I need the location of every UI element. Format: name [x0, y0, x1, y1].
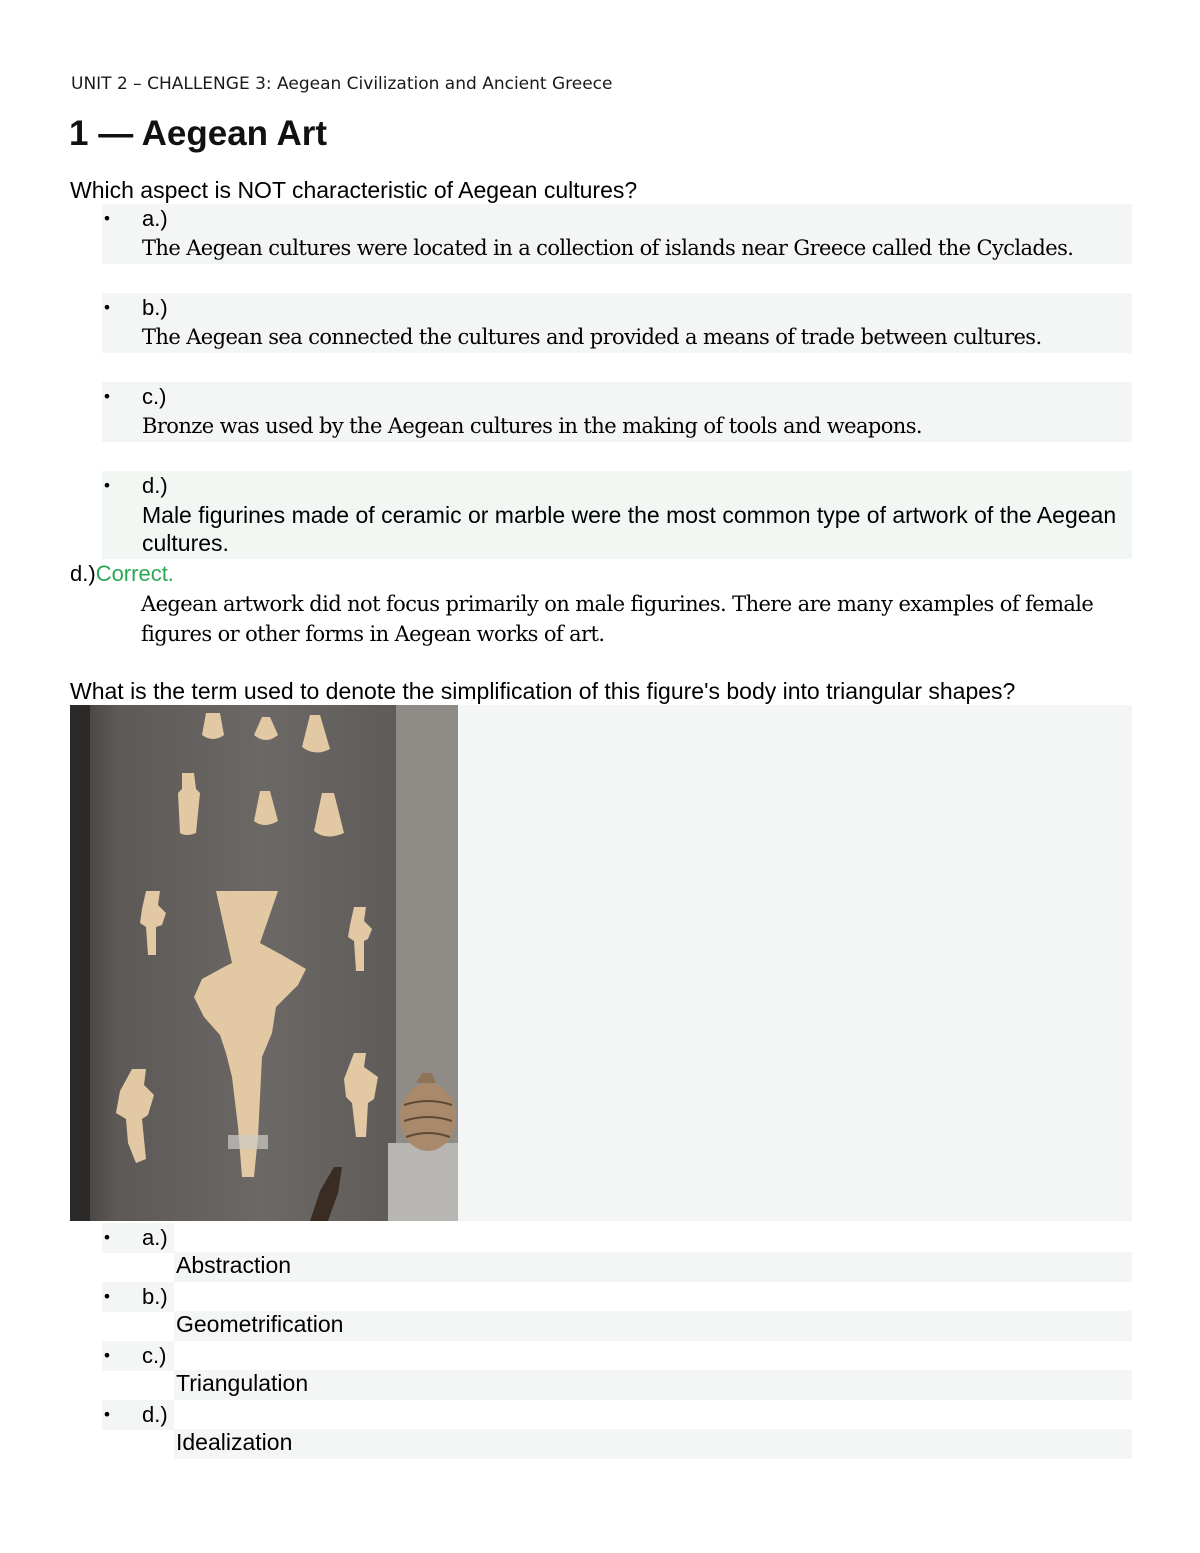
option-text: The Aegean cultures were located in a collection of islands near Greece called the Cyclades. — [142, 236, 1074, 260]
option-letter: b.) — [142, 295, 168, 320]
bullet-icon: • — [102, 209, 112, 228]
q2-option-d[interactable] — [102, 1400, 1132, 1459]
q2-option-b[interactable] — [102, 1282, 1132, 1341]
option-letter: d.) — [142, 473, 168, 498]
q1-option-a[interactable] — [102, 204, 1132, 264]
document-header: UNIT 2 – CHALLENGE 3: Aegean Civilization and Ancient Greece — [71, 74, 613, 94]
option-highlight — [174, 1252, 1132, 1282]
bullet-icon: • — [102, 1287, 112, 1306]
question-2: What is the term used to denote the simplification of this figure's body into triangular shapes? — [70, 678, 1016, 704]
q1-option-d[interactable] — [102, 471, 1132, 559]
cycladic-figurines-photo — [70, 705, 458, 1221]
feedback-status: Correct. — [95, 561, 174, 586]
option-letter: b.) — [142, 1284, 168, 1309]
question-1: Which aspect is NOT characteristic of Aegean cultures? — [70, 177, 638, 203]
bullet-icon: • — [102, 387, 112, 406]
feedback-letter: d.) — [70, 561, 96, 586]
option-highlight — [174, 1370, 1132, 1400]
q2-option-c[interactable] — [102, 1341, 1132, 1400]
feedback-label — [70, 561, 174, 587]
option-text: Male figurines made of ceramic or marble were the most common type of artwork of the Aegean cultures. — [142, 502, 1117, 556]
option-letter: a.) — [142, 206, 168, 231]
option-text: The Aegean sea connected the cultures and provided a means of trade between cultures. — [142, 325, 1042, 349]
option-letter: d.) — [142, 1402, 168, 1427]
option-text: Bronze was used by the Aegean cultures in the making of tools and weapons. — [142, 414, 922, 438]
bullet-icon: • — [102, 1228, 112, 1247]
bullet-icon: • — [102, 1405, 112, 1424]
option-text: Abstraction — [176, 1252, 292, 1278]
q1-option-c[interactable] — [102, 382, 1132, 442]
q1-option-b[interactable] — [102, 293, 1132, 353]
option-letter: a.) — [142, 1225, 168, 1250]
option-text: Geometrification — [176, 1311, 344, 1337]
section-title: 1 — Aegean Art — [69, 114, 328, 153]
option-highlight — [174, 1429, 1132, 1459]
option-text: Idealization — [176, 1429, 293, 1455]
q2-option-a[interactable] — [102, 1223, 1132, 1282]
option-letter: c.) — [142, 1343, 167, 1368]
bullet-icon: • — [102, 1346, 112, 1365]
question-image-area — [70, 705, 1132, 1221]
option-text: Triangulation — [176, 1370, 309, 1396]
bullet-icon: • — [102, 476, 112, 495]
option-letter: c.) — [142, 384, 167, 409]
bullet-icon: • — [102, 298, 112, 317]
feedback-explanation: Aegean artwork did not focus primarily on male figurines. There are many examples of female figures or other forms in Aegean works of art. — [141, 592, 1094, 646]
